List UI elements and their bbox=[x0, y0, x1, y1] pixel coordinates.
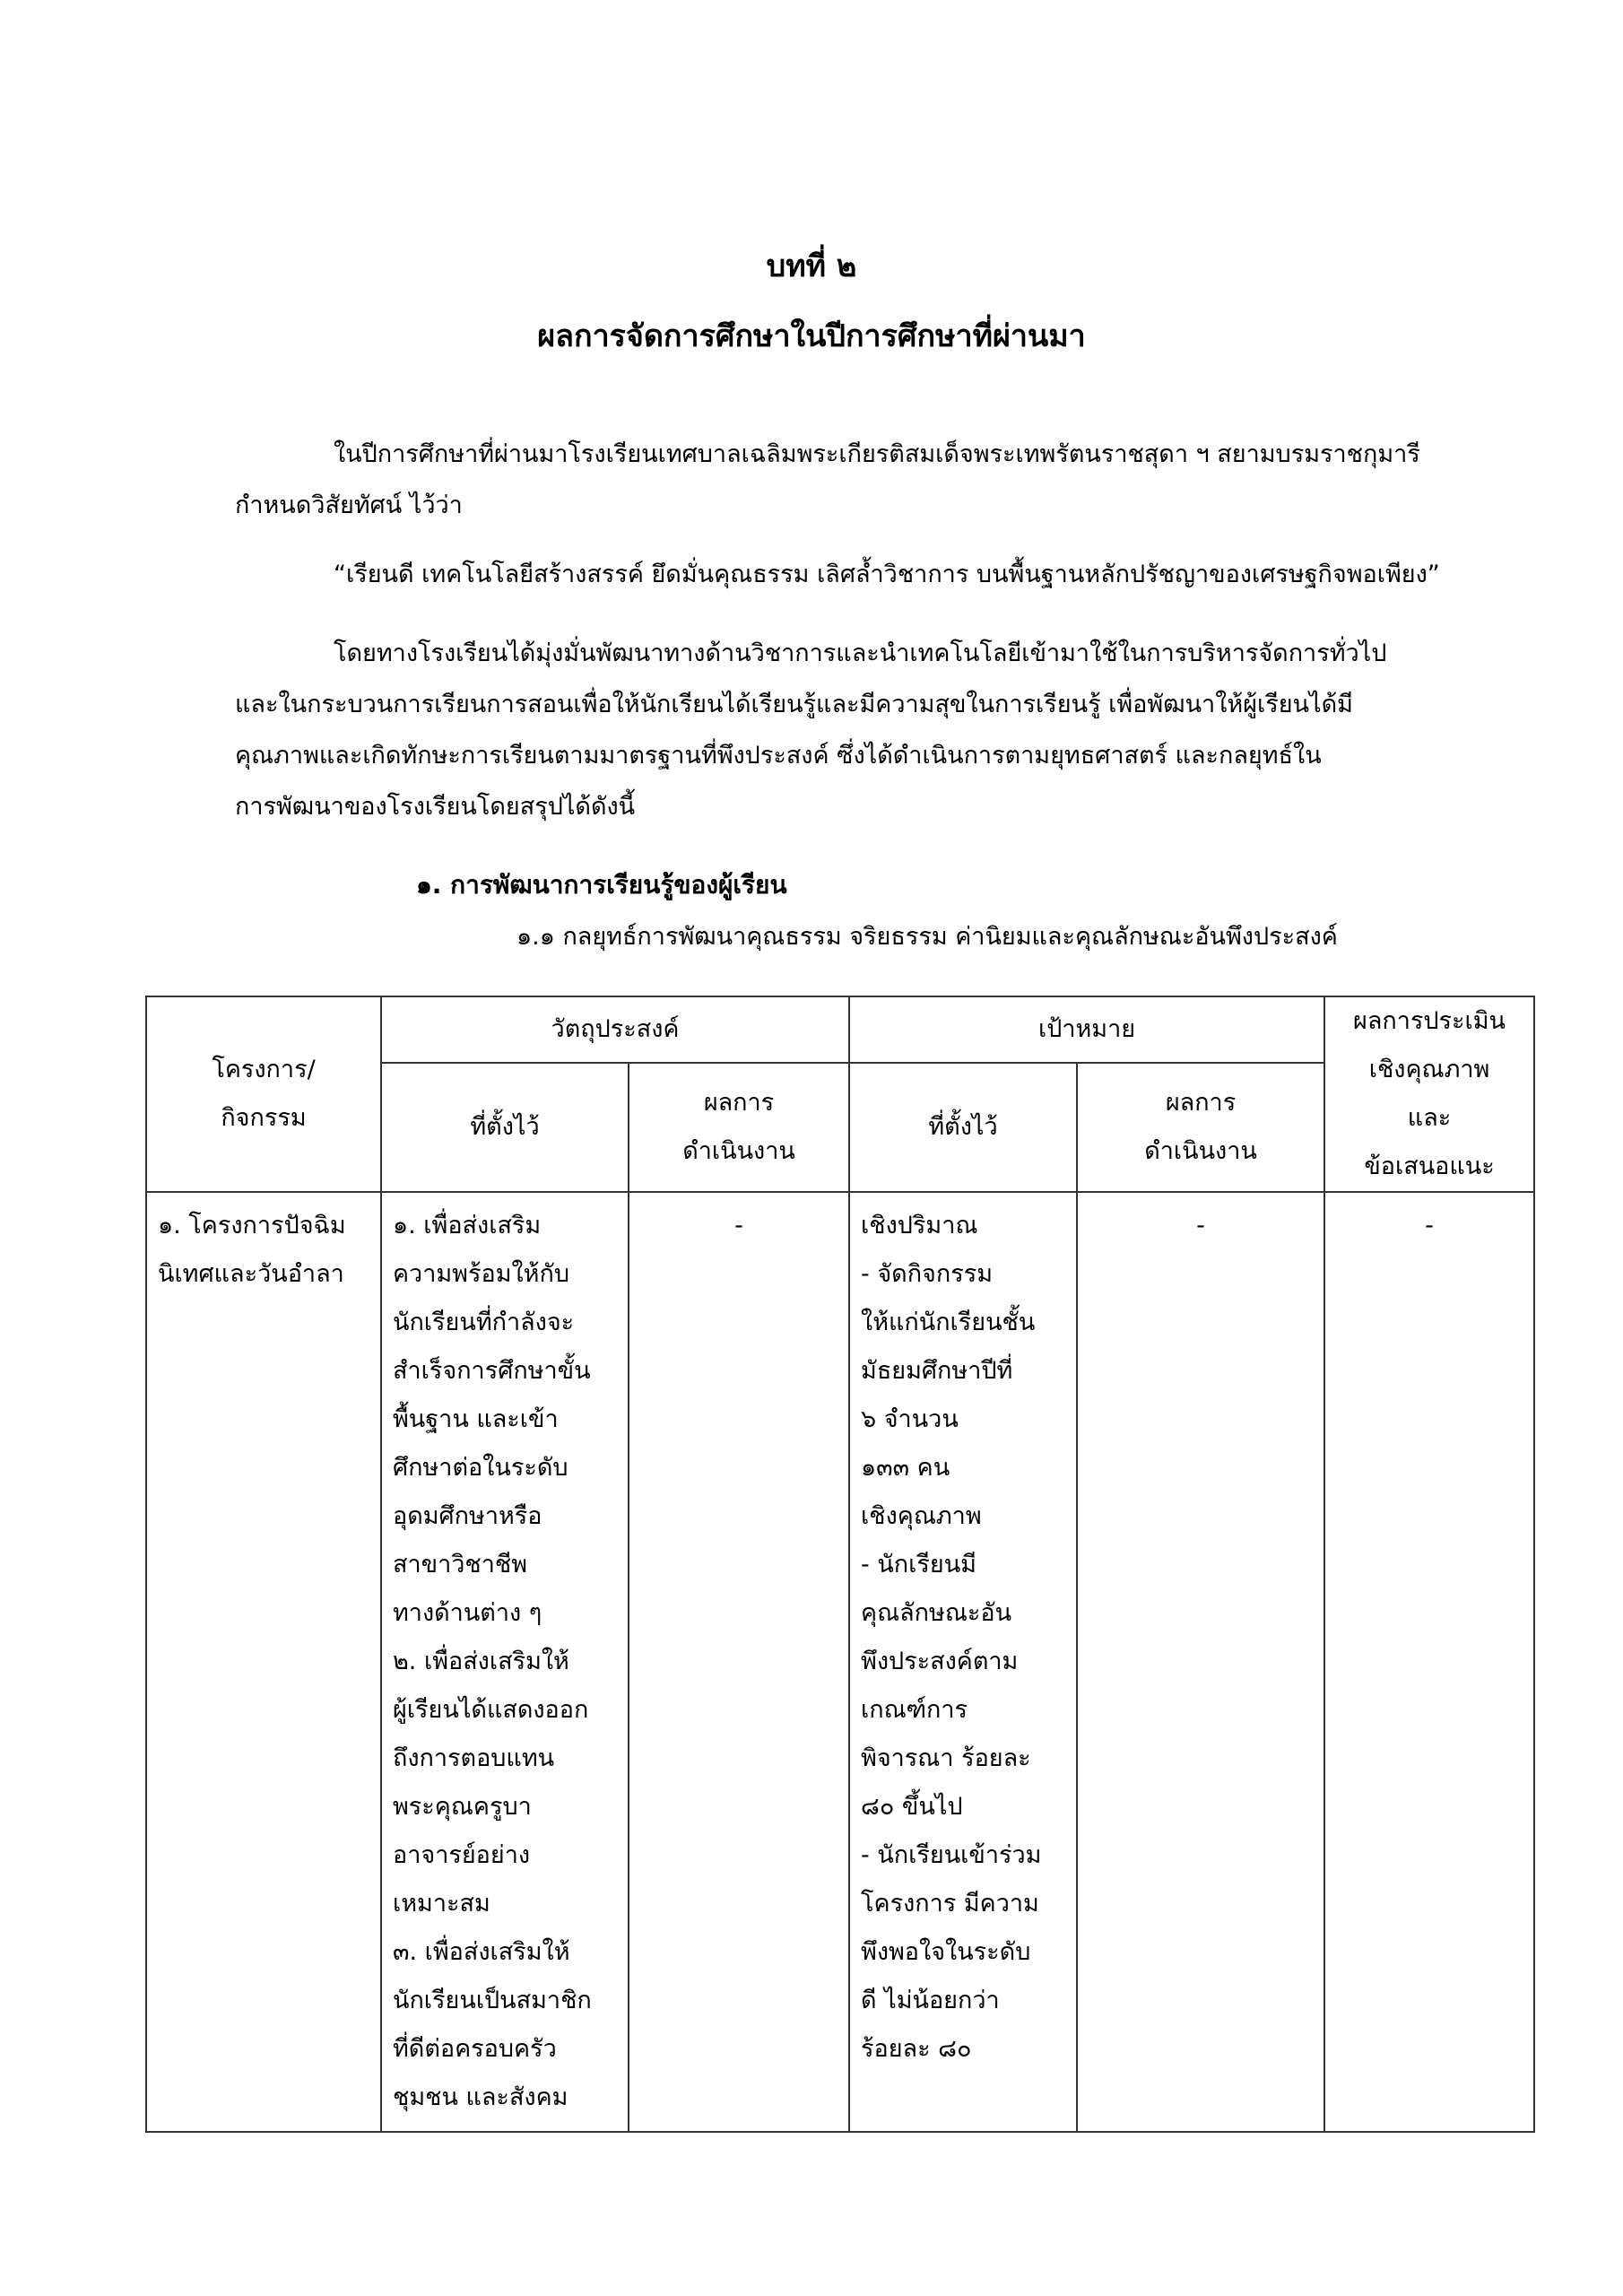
header-project-line-2: กิจกรรม bbox=[221, 1104, 307, 1132]
target-line: - นักเรียนเข้าร่วม bbox=[861, 1841, 1042, 1869]
strategy-line-4: การพัฒนาของโรงเรียนโดยสรุปได้ดังนี้ bbox=[235, 793, 636, 821]
strategy-line-3: คุณภาพและเกิดทักษะการเรียนตามมาตรฐานที่พึงประสงค์ ซึ่งได้ดำเนินการตามยุทธศาสตร์ และกลยุทธ์ใน bbox=[235, 742, 1322, 770]
table-header-row-1 bbox=[146, 996, 1534, 1063]
chapter-title: ผลการจัดการศึกษาในปีการศึกษาที่ผ่านมา bbox=[537, 318, 1086, 354]
section-heading: ๑. การพัฒนาการเรียนรู้ของผู้เรียน bbox=[416, 870, 787, 900]
objective-line: นักเรียนเป็นสมาชิก bbox=[393, 1987, 592, 2014]
header-result-target bbox=[1077, 1063, 1324, 1192]
project-line: นิเทศและวันอำลา bbox=[158, 1260, 344, 1288]
target-line: โครงการ มีความ bbox=[861, 1890, 1039, 1918]
objective-cell bbox=[381, 1192, 629, 2132]
target-line: ให้แก่นักเรียนชั้น bbox=[861, 1309, 1036, 1336]
header-objectives: วัตถุประสงค์ bbox=[381, 996, 849, 1063]
objective-line: ความพร้อมให้กับ bbox=[393, 1260, 569, 1288]
target-line: ๖ จำนวน bbox=[861, 1405, 959, 1433]
objective-line: ศึกษาต่อในระดับ bbox=[393, 1454, 568, 1482]
target-line: - นักเรียนมี bbox=[861, 1551, 976, 1578]
objective-line: นักเรียนที่กำลังจะ bbox=[393, 1309, 575, 1336]
strategy-line-2: และในกระบวนการเรียนการสอนเพื่อให้นักเรียนได้เรียนรู้และมีความสุขในการเรียนรู้ เพื่อพัฒนาให้ผู้เรียนได้มี bbox=[235, 691, 1353, 718]
objective-line: ที่ดีต่อครอบครัว bbox=[393, 2035, 557, 2063]
header-evaluation-line-3: และ bbox=[1407, 1104, 1452, 1132]
header-result-objective bbox=[629, 1063, 849, 1192]
evaluation-cell: - bbox=[1324, 1192, 1534, 2132]
header-evaluation-line-4: ข้อเสนอแนะ bbox=[1364, 1152, 1495, 1180]
header-set-objective: ที่ตั้งไว้ bbox=[381, 1063, 629, 1192]
target-line: ดี ไม่น้อยกว่า bbox=[861, 1987, 1000, 2014]
intro-line-1: ในปีการศึกษาที่ผ่านมาโรงเรียนเทศบาลเฉลิมพระเกียรติสมเด็จพระเทพรัตนราชสุดา ฯ สยามบรมราชกุมารี bbox=[334, 440, 1420, 468]
target-line: เชิงคุณภาพ bbox=[861, 1502, 982, 1530]
objective-line: สำเร็จการศึกษาขั้น bbox=[393, 1357, 591, 1385]
strategy-paragraph bbox=[235, 628, 1488, 832]
objective-line: ชุมชน และสังคม bbox=[393, 2083, 568, 2111]
intro-line-2: กำหนดวิสัยทัศน์ ไว้ว่า bbox=[235, 491, 463, 519]
objective-line: ๒. เพื่อส่งเสริมให้ bbox=[393, 1648, 569, 1675]
header-result-objective-line-1: ผลการ bbox=[703, 1088, 775, 1117]
intro-paragraph bbox=[235, 429, 1488, 531]
header-evaluation-line-2: เชิงคุณภาพ bbox=[1368, 1056, 1490, 1083]
objective-result-cell: - bbox=[629, 1192, 849, 2132]
objective-line: ๑. เพื่อส่งเสริม bbox=[393, 1212, 542, 1239]
target-line: พิจารณา ร้อยละ bbox=[861, 1744, 1031, 1772]
header-project-line-1: โครงการ/ bbox=[212, 1056, 316, 1083]
target-line: เกณฑ์การ bbox=[861, 1696, 968, 1724]
section-subheading: ๑.๑ กลยุทธ์การพัฒนาคุณธรรม จริยธรรม ค่านิยมและคุณลักษณะอันพึงประสงค์ bbox=[516, 923, 1338, 951]
target-line: มัธยมศึกษาปีที่ bbox=[861, 1357, 1013, 1385]
strategy-table bbox=[145, 996, 1535, 2133]
target-cell bbox=[849, 1192, 1077, 2132]
header-result-objective-line-2: ดำเนินงาน bbox=[682, 1136, 795, 1165]
target-line: ๑๓๓ คน bbox=[861, 1454, 950, 1482]
objective-line: พื้นฐาน และเข้า bbox=[393, 1405, 559, 1433]
header-evaluation bbox=[1324, 996, 1534, 1192]
target-line: คุณลักษณะอัน bbox=[861, 1599, 1012, 1627]
target-line: ๘๐ ขึ้นไป bbox=[861, 1793, 963, 1821]
target-line: พึงประสงค์ตาม bbox=[861, 1648, 1019, 1675]
target-result-cell: - bbox=[1077, 1192, 1324, 2132]
strategy-line-1: โดยทางโรงเรียนได้มุ่งมั่นพัฒนาทางด้านวิชาการและนำเทคโนโลยีเข้ามาใช้ในการบริหารจัดการทั่วไป bbox=[334, 639, 1387, 667]
objective-line: เหมาะสม bbox=[393, 1890, 490, 1918]
project-cell bbox=[146, 1192, 381, 2132]
objective-line: อาจารย์อย่าง bbox=[393, 1841, 531, 1869]
objective-line: ๓. เพื่อส่งเสริมให้ bbox=[393, 1938, 570, 1966]
target-line: พึงพอใจในระดับ bbox=[861, 1938, 1031, 1966]
objective-line: ผู้เรียนได้แสดงออก bbox=[393, 1696, 589, 1724]
header-project bbox=[146, 996, 381, 1192]
target-line: - จัดกิจกรรม bbox=[861, 1260, 994, 1288]
header-targets: เป้าหมาย bbox=[849, 996, 1324, 1063]
header-set-target: ที่ตั้งไว้ bbox=[849, 1063, 1077, 1192]
objective-line: ทางด้านต่าง ๆ bbox=[393, 1599, 542, 1627]
objective-line: สาขาวิชาชีพ bbox=[393, 1551, 528, 1578]
vision-statement: “เรียนดี เทคโนโลยีสร้างสรรค์ ยึดมั่นคุณธรรม เลิศล้ำวิชาการ บนพื้นฐานหลักปรัชญาของเศรษฐกิจพอเพียง” bbox=[334, 561, 1440, 588]
target-line: เชิงปริมาณ bbox=[861, 1212, 978, 1239]
objective-line: พระคุณครูบา bbox=[393, 1793, 532, 1821]
objective-line: อุดมศึกษาหรือ bbox=[393, 1502, 542, 1530]
header-evaluation-line-1: ผลการประเมิน bbox=[1353, 1007, 1506, 1035]
table-row bbox=[146, 1192, 1534, 2132]
target-line: ร้อยละ ๘๐ bbox=[861, 2035, 972, 2063]
chapter-number: บทที่ ๒ bbox=[766, 248, 857, 284]
objective-line: ถึงการตอบแทน bbox=[393, 1744, 555, 1772]
header-result-target-line-1: ผลการ bbox=[1165, 1088, 1237, 1117]
header-result-target-line-2: ดำเนินงาน bbox=[1144, 1136, 1257, 1165]
project-line: ๑. โครงการปัจฉิม bbox=[158, 1212, 346, 1239]
